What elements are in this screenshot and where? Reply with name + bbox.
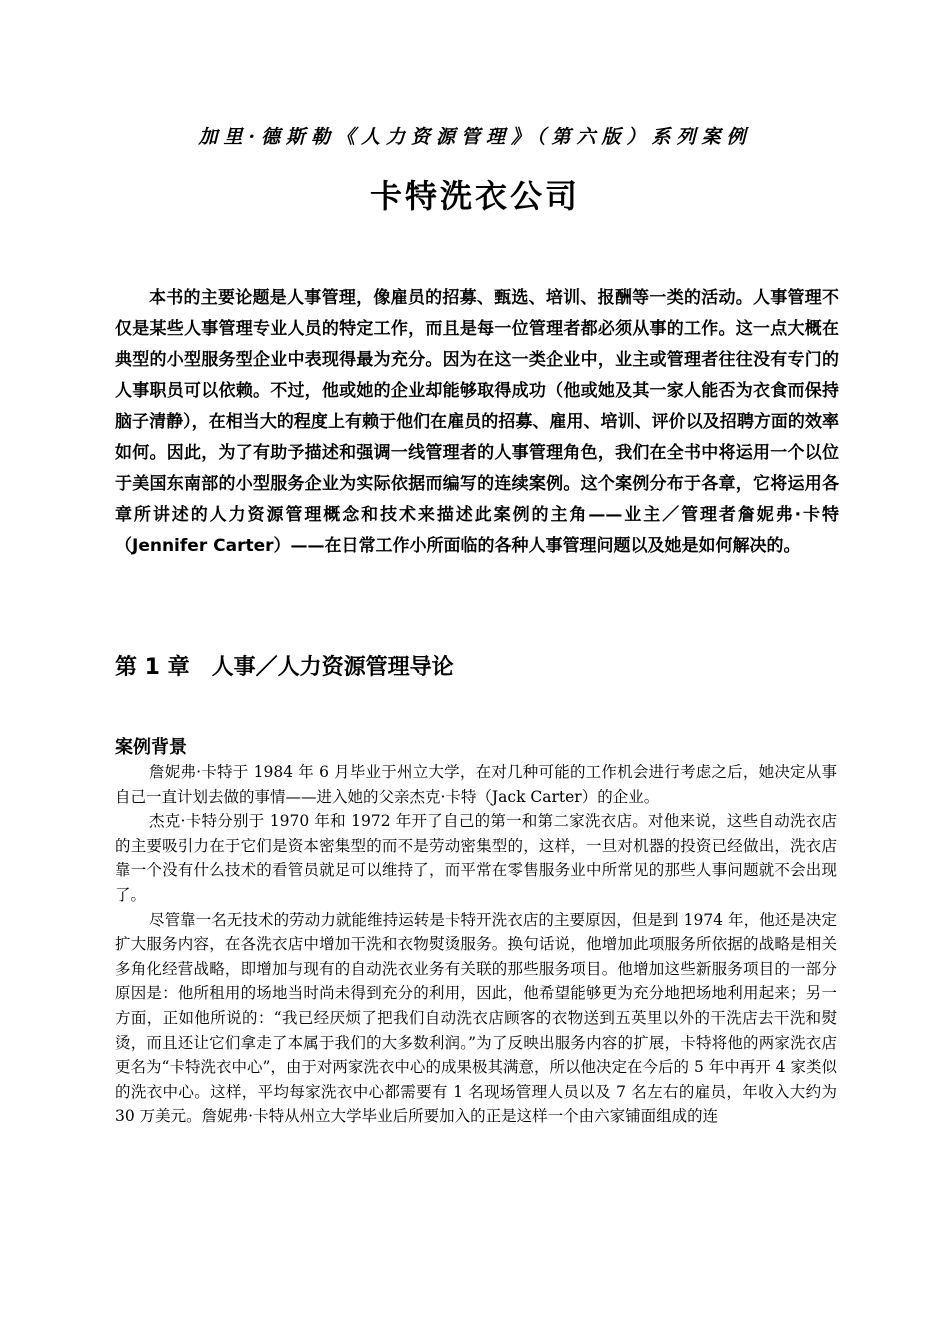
body-paragraph: 杰克·卡特分别于 1970 年和 1972 年开了自己的第一和第二家洗衣店。对他来说，这些自动洗衣店的主要吸引力在于它们是资本密集型的而不是劳动密集型的，这样，一旦对机器的投资已经做出，洗衣店靠一个没有什么技术的看管员就足可以维持了，而平常在零售服务业中所常见的那些人事问题就不会出现了。	[115, 812, 837, 904]
body-paragraph: 詹妮弗·卡特于 1984 年 6 月毕业于州立大学，在对几种可能的工作机会进行考虑之后，她决定从事自己一直计划去做的事情——进入她的父亲杰克·卡特（Jack Carter）的企业。	[115, 763, 837, 806]
page-title: 卡特洗衣公司	[369, 177, 580, 215]
chapter-title: 第 1 章 人事／人力资源管理导论	[115, 655, 454, 680]
intro-paragraph: 本书的主要论题是人事管理，像雇员的招募、甄选、培训、报酬等一类的活动。人事管理不仅是某些人事管理专业人员的特定工作，而且是每一位管理者都必须从事的工作。这一点大概在典型的小型服务型企业中表现得最为充分。因为在这一类企业中，业主或管理者往往没有专门的人事职员可以依赖。不过，他或她的企业却能够取得成功（他或她及其一家人能否为衣食而保持脑子清静），在相当大的程度上有赖于他们在雇员的招募、雇用、培训、评价以及招聘方面的效率如何。因此，为了有助予描述和强调一线管理者的人事管理角色，我们在全书中将运用一个以位于美国东南部的小型服务企业为实际依据而编写的连续案例。这个案例分布于各章，它将运用各章所讲述的人力资源管理概念和技术来描述此案例的主角——业主／管理者詹妮弗·卡特（Jennifer Carter）——在日常工作小所面临的各种人事管理问题以及她是如何解决的。	[115, 288, 839, 556]
body-paragraph: 尽管靠一名无技术的劳动力就能维持运转是卡特开洗衣店的主要原因，但是到 1974 年，他还是决定扩大服务内容，在各洗衣店中增加干洗和衣物熨烫服务。换句话说，他增加此项服务所依据的战略是相关多角化经营战略，即增加与现有的自动洗衣业务有关联的那些服务项目。他增加这些新服务项目的一部分原因是：他所租用的场地当时尚未得到充分的利用，因此，他希望能够更为充分地把场地利用起来；另一方面，正如他所说的：“我已经厌烦了把我们自动洗衣店顾客的衣物送到五英里以外的干洗店去干洗和熨烫，而且还让它们拿走了本属于我们的大多数利润。”为了反映出服务内容的扩展，卡特将他的两家洗衣店更名为“卡特洗衣中心”，由于对两家洗衣中心的成果极其满意，所以他决定在今后的 5 年中再开 4 家类似的洗衣中心。这样，平均每家洗衣中心都需要有 1 名现场管理人员以及 7 名左右的雇员，年收入大约为 30 万美元。詹妮弗·卡特从州立大学毕业后所要加入的正是这样一个由六家铺面组成的连	[115, 910, 837, 1126]
section-body	[115, 760, 837, 1129]
section-title: 案例背景	[115, 737, 187, 758]
series-title: 加里·德斯勒《人力资源管理》（第六版）系列案例	[198, 126, 752, 148]
